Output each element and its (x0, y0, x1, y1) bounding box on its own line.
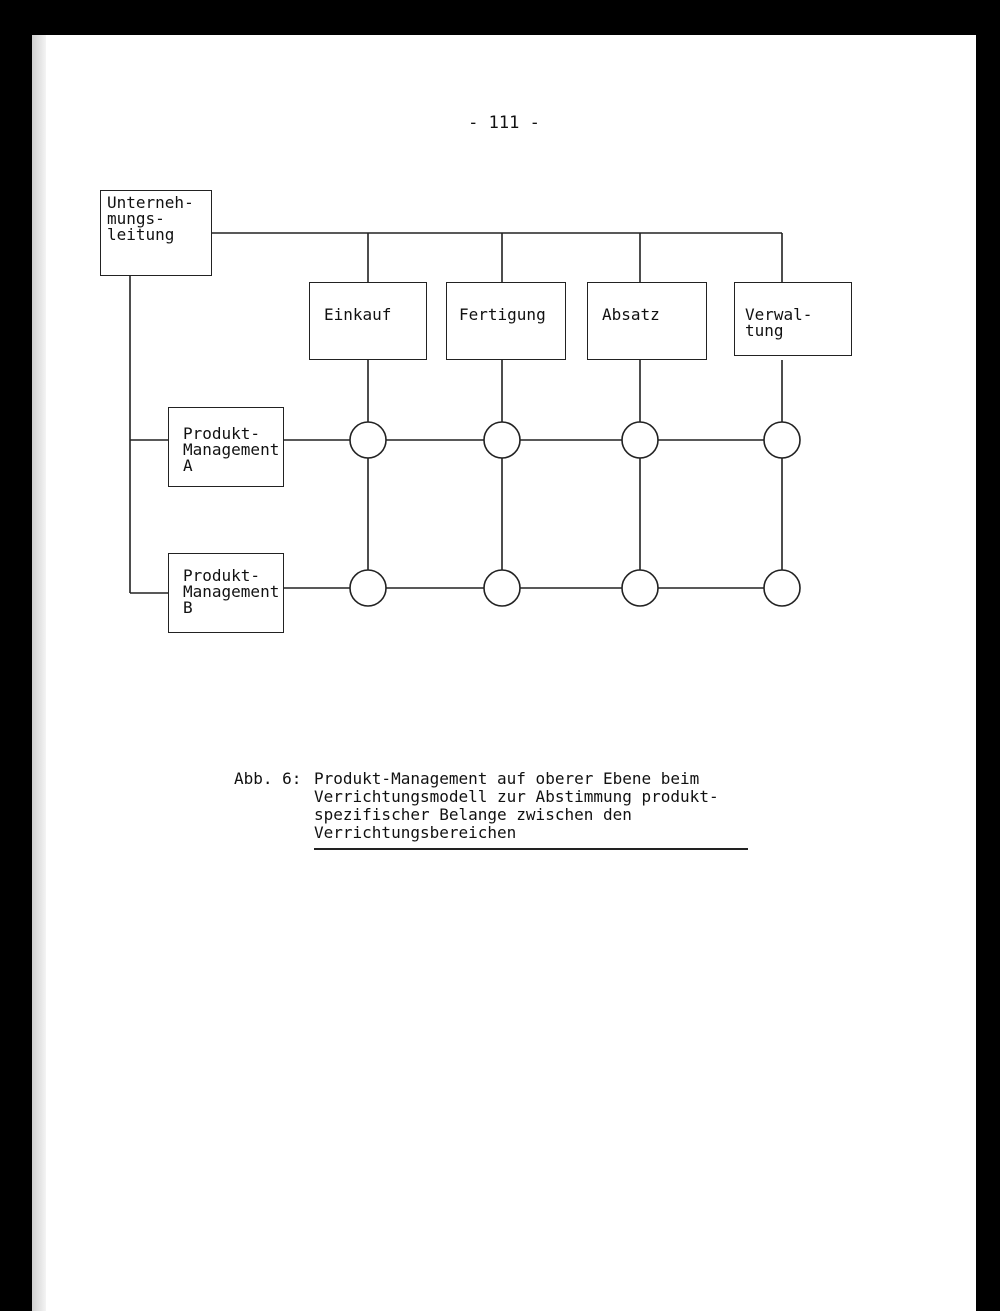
box-produkt-management-b: Produkt- Management B (168, 553, 284, 633)
node-a-einkauf (350, 422, 386, 458)
box-fertigung: Fertigung (446, 282, 566, 360)
caption-underline (314, 848, 748, 850)
box-unternehmungsleitung: Unterneh- mungs- leitung (100, 190, 212, 276)
box-produkt-management-a: Produkt- Management A (168, 407, 284, 487)
box-verwaltung: Verwal- tung (734, 282, 852, 356)
node-a-verwaltung (764, 422, 800, 458)
node-b-fertigung (484, 570, 520, 606)
caption-label: Abb. 6: (234, 769, 302, 788)
box-einkauf: Einkauf (309, 282, 427, 360)
box-absatz: Absatz (587, 282, 707, 360)
node-b-einkauf (350, 570, 386, 606)
node-b-absatz (622, 570, 658, 606)
document-page (32, 35, 976, 1311)
node-a-absatz (622, 422, 658, 458)
node-a-fertigung (484, 422, 520, 458)
page-number: - 111 - (468, 113, 540, 133)
caption-text: Produkt-Management auf oberer Ebene beim Verrichtungsmodell zur Abstimmung produkt- spezifischer Belange zwischen den Verrichtungsbereichen (314, 769, 719, 842)
node-b-verwaltung (764, 570, 800, 606)
